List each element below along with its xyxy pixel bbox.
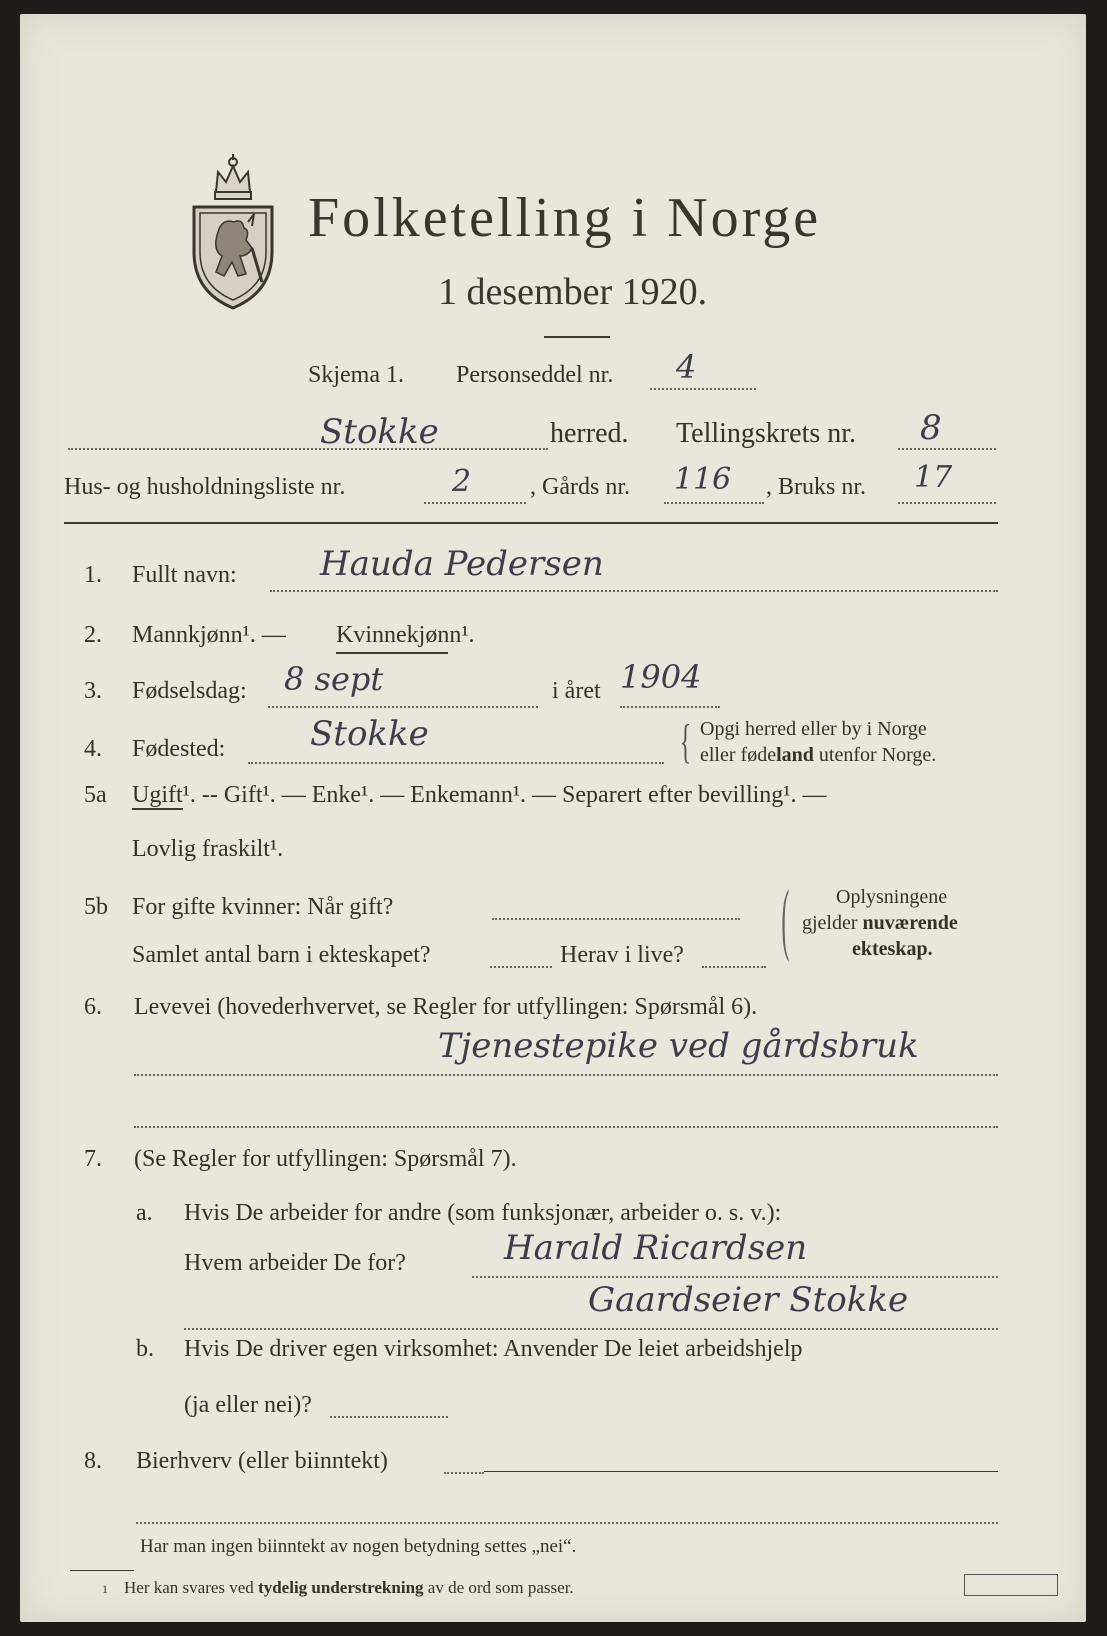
q7b-label: Hvis De driver egen virksomhet: Anvender De leiet arbeidshjelp [184, 1336, 803, 1362]
header-divider [64, 522, 998, 524]
q6-number: 6. [84, 994, 102, 1020]
q5b-note-2 [802, 912, 958, 935]
q3-number: 3. [84, 678, 102, 704]
gender-female-option[interactable]: Kvinnekjønn¹. [336, 622, 475, 648]
tellingskrets-label: Tellingskrets nr. [676, 418, 857, 449]
census-date: 1 desember 1920. [438, 271, 708, 313]
footnote-divider [70, 1570, 134, 1571]
q2-number: 2. [84, 622, 102, 648]
occupation-value[interactable]: Tjenestepike ved gårdsbruk [438, 1026, 919, 1066]
q4-note-2c: utenfor Norge. [813, 744, 937, 766]
q5b-alive-line [702, 966, 766, 968]
herred-line [68, 448, 548, 450]
q6-line-2 [134, 1126, 998, 1128]
q4-line [248, 762, 664, 764]
q7a-letter: a. [136, 1200, 153, 1226]
q7a-line2: Hvem arbeider De for? [184, 1250, 406, 1276]
footnote-mark: 1 [102, 1582, 108, 1596]
q4-number: 4. [84, 736, 102, 762]
bruks-line [898, 502, 996, 504]
q5b-number: 5b [84, 894, 108, 920]
q8-line-dotted [444, 1472, 484, 1474]
q7b-line2: (ja eller nei)? [184, 1392, 312, 1418]
footnote-text-a: Her kan svares ved [124, 1578, 259, 1597]
hus-value[interactable]: 2 [452, 464, 472, 499]
printer-stamp [964, 1574, 1058, 1596]
q4-brace: { [679, 715, 692, 768]
gards-line [664, 502, 764, 504]
birth-year-value[interactable]: 1904 [620, 658, 702, 696]
q8-label: Bierhverv (eller biinntekt) [136, 1448, 388, 1474]
q3-label: Fødselsdag: [132, 678, 247, 704]
q5b-note-2b: nuværende [862, 912, 958, 934]
marital-ugift-option[interactable]: Ugift [132, 782, 183, 808]
q7-number: 7. [84, 1146, 102, 1172]
q5a-options [132, 782, 826, 809]
coat-of-arms-icon [188, 152, 278, 312]
personseddel-label: Personseddel nr. [456, 362, 614, 388]
q5b-married-line [492, 918, 740, 920]
q3-line [268, 706, 538, 708]
tellingskrets-line [898, 448, 996, 450]
employer-value-2[interactable]: Gaardseier Stokke [588, 1280, 909, 1320]
gards-value[interactable]: 116 [674, 462, 732, 497]
q5b-brace: ( [781, 875, 790, 963]
footnote-text-c: av de ord som passer. [423, 1578, 574, 1597]
q5b-note-2a: gjelder [802, 912, 863, 934]
gender-female-underline [336, 652, 448, 654]
birthday-value[interactable]: 8 sept [284, 660, 384, 698]
skjema-label: Skjema 1. [308, 362, 404, 388]
q6-line-1 [134, 1074, 998, 1076]
personseddel-line [650, 388, 756, 390]
q5b-line2: Samlet antal barn i ekteskapet? [132, 942, 431, 968]
q3-year-line [620, 706, 720, 708]
full-name-value[interactable]: Hauda Pedersen [320, 544, 604, 584]
herred-label: herred. [550, 418, 629, 449]
q5b-herav: Herav i live? [560, 942, 684, 968]
q6-label: Levevei (hovederhvervet, se Regler for utfyllingen: Spørsmål 6). [134, 994, 758, 1020]
q1-line [270, 590, 998, 592]
page-title: Folketelling i Norge [308, 187, 822, 249]
gards-label: , Gårds nr. [530, 474, 630, 500]
herred-value[interactable]: Stokke [320, 412, 439, 452]
q3-year-label: i året [552, 678, 601, 704]
q5a-line2[interactable]: Lovlig fraskilt¹. [132, 836, 284, 862]
bruks-value[interactable]: 17 [914, 460, 953, 495]
q5b-children-line [490, 966, 552, 968]
bruks-label: , Bruks nr. [766, 474, 867, 500]
q7a-line-2 [184, 1328, 998, 1330]
hus-label: Hus- og husholdningsliste nr. [64, 474, 346, 500]
q8-note: Har man ingen biinntekt av nogen betydning settes „nei“. [140, 1536, 577, 1557]
footnote-text-b: tydelig understrekning [258, 1578, 424, 1597]
employer-value[interactable]: Harald Ricardsen [504, 1228, 808, 1268]
q4-label: Fødested: [132, 736, 226, 762]
q7-label: (Se Regler for utfyllingen: Spørsmål 7). [134, 1146, 517, 1172]
q8-number: 8. [84, 1448, 102, 1474]
gender-male-option[interactable]: Mannkjønn¹. — [132, 622, 286, 648]
marital-other-options[interactable]: ¹. -- Gift¹. — Enke¹. — Enkemann¹. — Separert efter bevilling¹. — [182, 782, 827, 808]
title-divider [544, 336, 610, 338]
q4-note-2 [700, 744, 936, 767]
q1-label: Fullt navn: [132, 562, 237, 588]
footnote-text [124, 1578, 574, 1598]
tellingskrets-value[interactable]: 8 [920, 408, 942, 448]
q7b-letter: b. [136, 1336, 154, 1362]
personseddel-value[interactable]: 4 [676, 348, 697, 386]
q5b-label: For gifte kvinner: Når gift? [132, 894, 394, 920]
q7b-line [330, 1416, 448, 1418]
q7a-line-1 [472, 1276, 998, 1278]
q5a-number: 5a [84, 782, 107, 808]
q8-line-solid [484, 1471, 998, 1472]
q4-note-2b: land [776, 744, 814, 766]
q1-number: 1. [84, 562, 102, 588]
q4-note-2a: eller føde [700, 744, 777, 766]
birthplace-value[interactable]: Stokke [310, 714, 429, 754]
q5b-note-1: Oplysningene [836, 886, 948, 908]
q8-line-2 [136, 1522, 998, 1524]
q4-note-1: Opgi herred eller by i Norge [700, 718, 927, 740]
q7a-label: Hvis De arbeider for andre (som funksjonær, arbeider o. s. v.): [184, 1200, 782, 1226]
census-form-sheet [20, 14, 1086, 1622]
q5b-note-3: ekteskap. [852, 938, 933, 960]
hus-line [424, 502, 526, 504]
